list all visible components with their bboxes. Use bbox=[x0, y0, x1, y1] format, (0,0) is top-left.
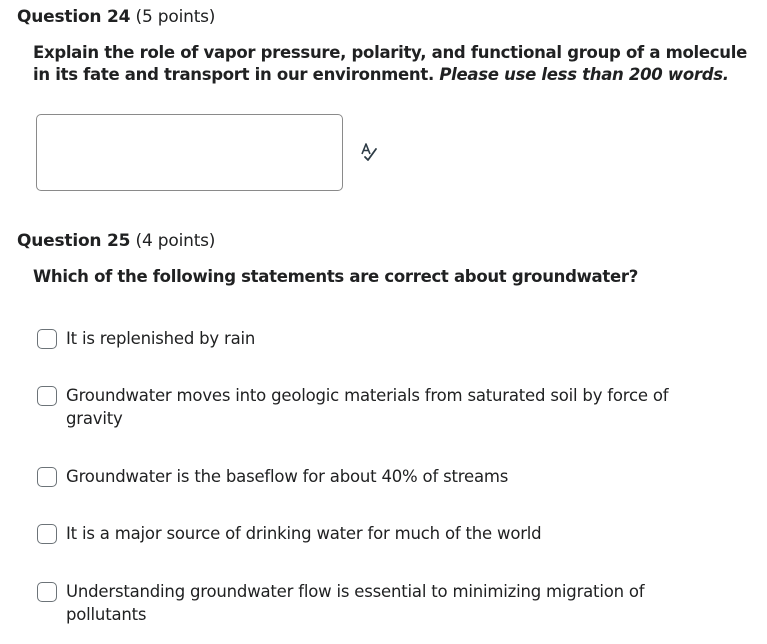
checkbox[interactable] bbox=[37, 524, 57, 544]
checkbox[interactable] bbox=[37, 329, 57, 349]
question-25-prompt bbox=[33, 266, 761, 288]
checkbox[interactable] bbox=[37, 467, 57, 487]
question-points: (4 points) bbox=[135, 231, 216, 251]
checkbox[interactable] bbox=[37, 386, 57, 406]
question-points: (5 points) bbox=[135, 7, 216, 27]
option-label[interactable]: It is replenished by rain bbox=[66, 329, 256, 348]
essay-answer-input[interactable] bbox=[36, 114, 343, 191]
option-label[interactable]: It is a major source of drinking water for much of the world bbox=[66, 524, 542, 543]
option-label[interactable]: Understanding groundwater flow is essential to minimizing migration of pollutants bbox=[66, 582, 645, 624]
question-25-title bbox=[17, 230, 215, 252]
prompt-text: Explain the role of vapor pressure, polarity, and functional group of a molecule in its fate and transport in our environment. bbox=[33, 43, 747, 84]
checkbox[interactable] bbox=[37, 582, 57, 602]
question-number: Question 24 bbox=[17, 7, 131, 27]
question-24-title bbox=[17, 6, 215, 28]
option-label[interactable]: Groundwater moves into geologic materials from saturated soil by force of gravity bbox=[66, 386, 669, 428]
prompt-note: Please use less than 200 words. bbox=[439, 65, 729, 84]
question-24-prompt bbox=[33, 42, 761, 86]
question-number: Question 25 bbox=[17, 231, 131, 251]
spellcheck-icon[interactable] bbox=[358, 142, 380, 164]
prompt-text: Which of the following statements are correct about groundwater? bbox=[33, 267, 638, 286]
option-label[interactable]: Groundwater is the baseflow for about 40% of streams bbox=[66, 467, 509, 486]
